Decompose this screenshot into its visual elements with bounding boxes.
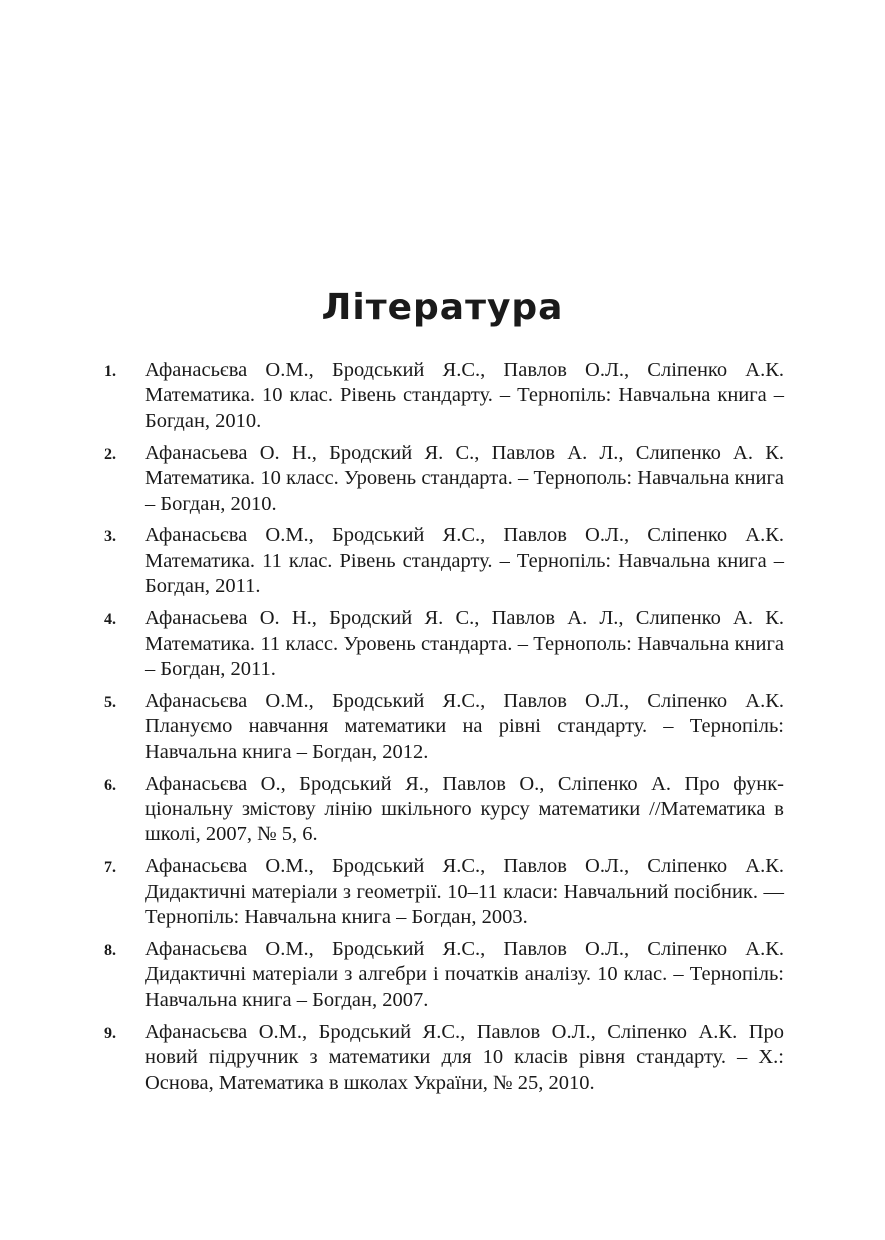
reference-item xyxy=(104,937,784,1013)
reference-text: Афанасьєва О.М., Бродський Я.С., Павлов О.Л., Сліпенко А.К. Плануємо навчання математики на рівні стандарту. – Тернопіль: Навчальна книга – Богдан, 2012. xyxy=(145,689,784,763)
reference-text: Афанасьєва О.М., Бродський Я.С., Павлов О.Л., Сліпенко А.К. Дидактичні матеріали з геометрії. 10–11 класи: Навчальний посібник. — Тернопіль: Навчальна книга – Богдан, 2003. xyxy=(145,855,784,929)
reference-item xyxy=(104,523,784,599)
reference-number: 8. xyxy=(104,942,116,960)
reference-number: 1. xyxy=(104,363,116,380)
reference-number: 4. xyxy=(104,611,116,629)
reference-text: Афанасьєва О.М., Бродський Я.С., Павлов О.Л., Сліпенко А.К. Про новий підручник з математики для 10 класів рівня стандарту. – Х.: Основа, Математика в школах України, № 25, 2010. xyxy=(145,1020,784,1094)
reference-item xyxy=(104,772,784,848)
reference-item xyxy=(104,1020,784,1096)
reference-text: Афанасьєва О.М., Бродський Я.С., Павлов О.Л., Сліпенко А.К. Математика. 11 клас. Рівень стандарту. – Тернопіль: Навчальна книга – Богдан, 2011. xyxy=(145,524,784,598)
reference-number: 2. xyxy=(104,445,116,463)
reference-item xyxy=(104,358,784,434)
reference-item xyxy=(104,606,784,682)
reference-number: 7. xyxy=(104,859,116,877)
page-title: Література xyxy=(321,287,564,328)
reference-text: Афанасьева О. Н., Бродский Я. С., Павлов А. Л., Слипенко А. К. Математика. 10 класс. Уровень стандарта. – Тернополь: Навчальна книга – Богдан, 2010. xyxy=(145,441,784,515)
reference-text: Афанасьєва О., Бродський Я., Павлов О., Сліпенко А. Про функціональну змістову лінію шкільного курсу математики //Математика в школі, 2007, № 5, 6. xyxy=(145,772,784,846)
reference-number: 9. xyxy=(104,1024,116,1042)
reference-list xyxy=(104,358,784,1102)
reference-text: Афанасьєва О.М., Бродський Я.С., Павлов О.Л., Сліпенко А.К. Дидактичні матеріали з алгебри і початків аналізу. 10 клас. – Тернопіль: Навчальна книга – Богдан, 2007. xyxy=(145,938,784,1011)
reference-text: Афанасьева О. Н., Бродский Я. С., Павлов А. Л., Слипенко А. К. Математика. 11 класс. Уровень стандарта. – Тернополь: Навчальна книга – Богдан, 2011. xyxy=(145,607,784,680)
reference-item xyxy=(104,854,784,930)
reference-text: Афанасьєва О.М., Бродський Я.С., Павлов О.Л., Сліпенко А.К. Математика. 10 клас. Рівень стандарту. – Тернопіль: Навчальна книга – Богдан, 2010. xyxy=(145,359,784,432)
reference-number: 3. xyxy=(104,528,116,546)
reference-item xyxy=(104,441,784,517)
reference-number: 6. xyxy=(104,776,116,794)
reference-item xyxy=(104,689,784,765)
reference-number: 5. xyxy=(104,693,116,711)
